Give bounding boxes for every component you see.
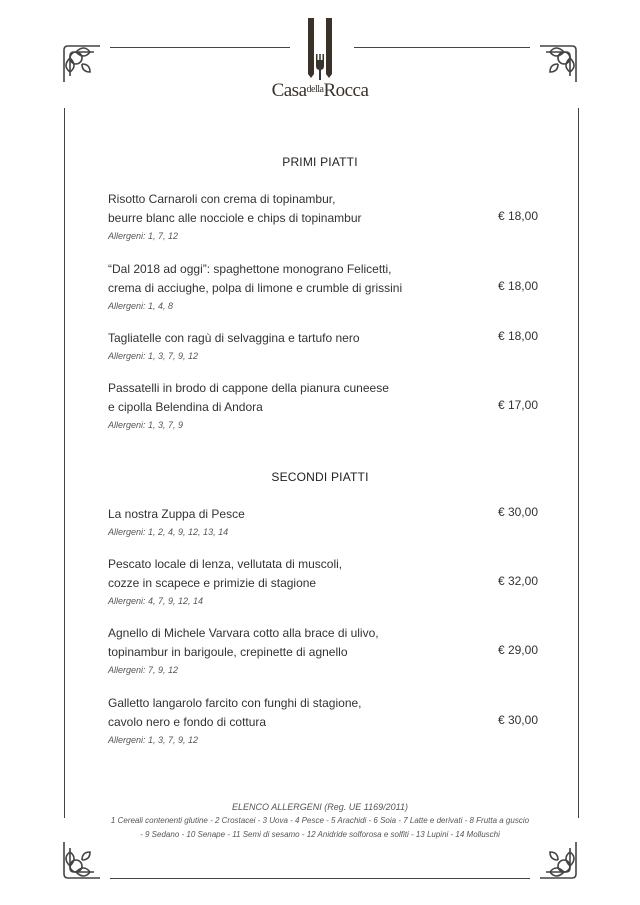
dish-price: € 32,00	[497, 574, 538, 588]
dish-item	[108, 505, 538, 539]
frame-right-line	[578, 108, 579, 818]
corner-ornament-top-left-icon	[60, 42, 108, 90]
dish-allergens: Allergeni: 1, 3, 7, 9, 12	[108, 735, 199, 745]
dish-allergens: Allergeni: 1, 2, 4, 9, 12, 13, 14	[108, 527, 229, 537]
fork-tower-logo-icon	[305, 16, 335, 80]
section-title-primi: PRIMI PIATTI	[282, 155, 358, 169]
dish-price: € 30,00	[497, 505, 538, 519]
dish-description-line: beurre blanc alle nocciole e chips di topinambur	[108, 211, 362, 225]
dish-price: € 18,00	[497, 209, 538, 223]
dish-description-line: topinambur in barigoule, crepinette di agnello	[108, 645, 348, 659]
dish-allergens: Allergeni: 7, 9, 12	[108, 665, 179, 675]
dish-description-line: Passatelli in brodo di cappone della pianura cuneese	[108, 381, 389, 395]
dish-description-line: Pescato locale di lenza, vellutata di muscoli,	[108, 557, 343, 571]
dish-price: € 30,00	[497, 713, 538, 727]
dish-description-line: e cipolla Belendina di Andora	[108, 400, 263, 414]
dish-price: € 18,00	[497, 279, 538, 293]
dish-item	[108, 694, 538, 747]
frame-bottom-line	[110, 878, 530, 879]
dish-price: € 17,00	[497, 398, 538, 412]
dish-description-line: cavolo nero e fondo di cottura	[108, 715, 267, 729]
brand-logo	[250, 16, 390, 106]
dish-description-line: Tagliatelle con ragù di selvaggina e tartufo nero	[108, 331, 360, 345]
dish-description-line: cozze in scapece e primizie di stagione	[108, 576, 317, 590]
dish-allergens: Allergeni: 1, 3, 7, 9, 12	[108, 351, 199, 361]
allergen-legend-title: ELENCO ALLERGENI (Reg. UE 1169/2011)	[232, 802, 408, 812]
brand-name: Casa$^{della}$Rocca	[271, 80, 369, 101]
dish-price: € 18,00	[497, 329, 538, 343]
allergen-legend-line: 1 Cereali contenenti glutine - 2 Crostacei - 3 Uova - 4 Pesce - 5 Arachidi - 6 Soia - 7 Latte e derivati - 8 Frutta a guscio	[110, 816, 530, 825]
dish-allergens: Allergeni: 4, 7, 9, 12, 14	[108, 596, 204, 606]
allergen-legend	[64, 800, 576, 842]
dish-allergens: Allergeni: 1, 4, 8	[108, 301, 174, 311]
dish-price: € 29,00	[497, 643, 538, 657]
section-title-secondi: SECONDI PIATTI	[271, 470, 369, 484]
dish-description-line: “Dal 2018 ad oggi”: spaghettone monograno Felicetti,	[108, 262, 392, 276]
allergen-legend-line: - 9 Sedano - 10 Senape - 11 Semi di sesamo - 12 Anidride solforosa e solfiti - 13 Lupini - 14 Molluschi	[140, 830, 500, 839]
dish-description-line: Risotto Carnaroli con crema di topinambur,	[108, 192, 336, 206]
dish-item	[108, 379, 538, 432]
dish-item	[108, 624, 538, 677]
dish-allergens: Allergeni: 1, 3, 7, 9	[108, 420, 184, 430]
dish-description-line: La nostra Zuppa di Pesce	[108, 507, 245, 521]
dish-item	[108, 190, 538, 243]
dish-description-line: Galletto langarolo farcito con funghi di stagione,	[108, 696, 362, 710]
corner-ornament-top-right-icon	[532, 42, 580, 90]
dish-item	[108, 329, 538, 363]
dish-allergens: Allergeni: 1, 7, 12	[108, 231, 179, 241]
dish-description-line: crema di acciughe, polpa di limone e crumble di grissini	[108, 281, 403, 295]
dish-description-line: Agnello di Michele Varvara cotto alla brace di ulivo,	[108, 626, 379, 640]
frame-left-line	[64, 108, 65, 818]
dish-item	[108, 555, 538, 608]
dish-item	[108, 260, 538, 313]
